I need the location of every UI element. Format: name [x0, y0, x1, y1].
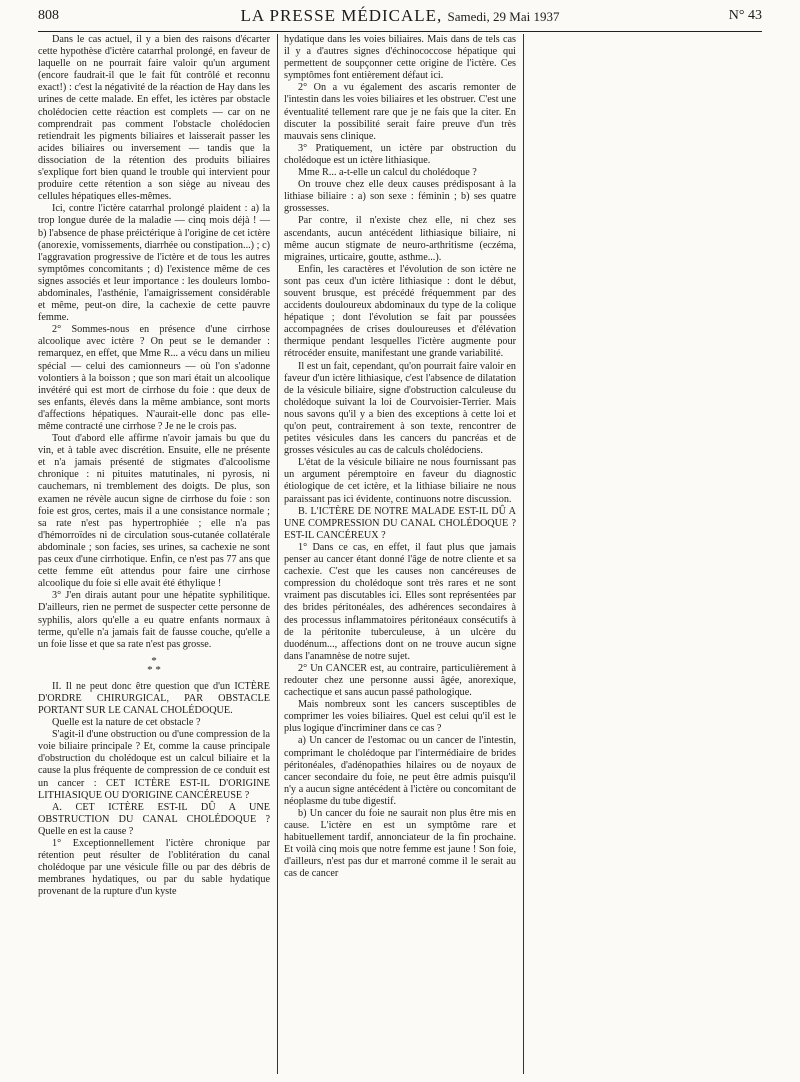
- issue-date: Samedi, 29 Mai 1937: [447, 9, 560, 24]
- paragraph: S'agit-il d'une obstruction ou d'une compression de la voie biliaire principale ? Et, comme la cause principale d'obstruction du cholédoque est un calcul biliaire et la cause la plus fréquente de compression de ce conduit est un cancer : CET ICTÈRE EST-IL D'ORIGINE LITHIASIQUE OU D'ORIGINE CANCÉREUSE ?: [38, 729, 270, 801]
- paragraph: On trouve chez elle deux causes prédisposant à la lithiase biliaire : a) son sexe : féminin ; b) ses quatre grossesses.: [284, 179, 516, 215]
- header-rule: [38, 31, 762, 32]
- paragraph: Ici, contre l'ictère catarrhal prolongé plaident : a) la trop longue durée de la maladie — cinq mois déjà ! — b) l'absence de phase préictérique à l'origine de cet ictère (anorexie, vomissements, diarrhée ou constipation...) ; c) l'aggravation progressive de l'ictère et de tous les autres symptômes concomitants ; d) l'existence même de ces signes associés et leur importance : les douleurs lombo-abdominales, l'asthénie, l'amaigrissement considérable et même, peut-on dire, la cachexie de cette pauvre femme.: [38, 203, 270, 324]
- paragraph: 1° Exceptionnellement l'ictère chronique par rétention peut résulter de l'oblitération du canal cholédoque par une vésicule fille ou par des débris de membranes hydatiques, ou par du sable hydatique provenant de la rupture d'un kyste: [38, 838, 270, 898]
- journal-title-line: [38, 6, 762, 26]
- paragraph: 3° J'en dirais autant pour une hépatite syphilitique. D'ailleurs, rien ne permet de suspecter cette personne de syphilis, alors qu'elle a eu quatre enfants normaux à terme, qu'elle n'a jamais fait de fausse couche, qu'elle a un foie lisse et que sa rate n'est pas grosse.: [38, 590, 270, 650]
- paragraph: Il est un fait, cependant, qu'on pourrait faire valoir en faveur d'un ictère lithiasique, c'est l'absence de dilatation de la vésicule biliaire, signe d'obstruction calculeuse du cholédoque suivant la loi de Courvoisier-Terrier. Mais nous savons qu'il y a bien des exceptions à cette loi et qu'on peut, contrairement à son texte, rencontrer de petites vésicules dans les cancers du pancréas et de grosses vésicules au cas de calculs cholédociens.: [284, 360, 516, 457]
- page-number: 808: [38, 8, 59, 23]
- paragraph: a) Un cancer de l'estomac ou un cancer de l'intestin, comprimant le cholédoque par l'intermédiaire de brides péritonéales, d'adénopathies hilaires ou de noyaux de cancer secondaire du foie, ne peut être admis puisqu'il n'y a aucun signe antécédent à l'ictère ou concomitant de néoplasme du tube digestif.: [284, 735, 516, 807]
- paragraph: L'état de la vésicule biliaire ne nous fournissant pas un argument péremptoire en faveur du diagnostic étiologique de cet ictère, et la lithiase biliaire ne nous paraissant pas ici évidente, continuons notre discussion.: [284, 457, 516, 505]
- paragraph: 3° Pratiquement, un ictère par obstruction du cholédoque est un ictère lithiasique.: [284, 142, 516, 166]
- paragraph: Enfin, les caractères et l'évolution de son ictère ne sont pas ceux d'un ictère lithiasique : dont le début, souvent brusque, est précédé fréquemment par des accidents douloureux abdominaux du type de la colique hépatique ; dont l'évolution se fait par poussées accompagnées de crises douloureuses et d'élévation thermique pendant lesquelles l'ictère augmente pour rétrocéder ensuite, manifestant une grande variabilité.: [284, 263, 516, 360]
- paragraph: 2° Sommes-nous en présence d'une cirrhose alcoolique avec ictère ? On peut se le demander : remarquez, en effet, que Mme R... a vécu dans un milieu spécial — celui des camionneurs — où l'on s'adonne volontiers à la boisson ; que son mari était un alcoolique invétéré qui est mort de cirrhose du foie : que deux de ses enfants, élevés dans la même ambiance, sont morts d'affections hépatiques. N'aurait-elle donc pas elle-même contracté une cirrhose ? Je ne le crois pas.: [38, 324, 270, 432]
- issue-number: N° 43: [728, 8, 762, 23]
- paragraph: Mais nombreux sont les cancers susceptibles de comprimer les voies biliaires. Quel est celui qu'il est le plus logique d'incriminer dans ce cas ?: [284, 699, 516, 735]
- paragraph: Dans le cas actuel, il y a bien des raisons d'écarter cette hypothèse d'ictère catarrhal prolongé, en faveur de laquelle on ne pourrait faire valoir qu'un argument (encore faudrait-il que le fait fût contrôlé et reconnu exact!) : c'est la négativité de la réaction de Hay dans les urines de cette malade. En effet, les ictères par obstacle cholédocien cette réaction est complets — car on ne comprendrait pas comment l'obstacle cholédocien retiendrait les pigments biliaires et laisserait passer les acides biliaires ou inversement — tandis que la dissociation de la rétention des produits biliaires s'explique fort bien quand le trouble qui intervient pour produire cette rétention a son siège au niveau des cellules hépatiques elles-mêmes.: [38, 34, 270, 203]
- paragraph: Par contre, il n'existe chez elle, ni chez ses ascendants, aucun antécédent lithiasique biliaire, ni même aucun stigmate de neuro-arthritisme (eczéma, migraines, urticaire, goutte, asthme...).: [284, 215, 516, 263]
- paragraph: Mme R... a-t-elle un calcul du cholédoque ?: [298, 167, 477, 179]
- column-1: [38, 34, 270, 1078]
- paragraph: 1° Dans ce cas, en effet, il faut plus que jamais penser au cancer étant donné l'âge de notre cliente et sa cachexie. C'est que les causes non cancéreuses de compression du cholédoque sont très rares et ne sont vraiment pas discutables ici. Elles sont représentées par des brides péritonéales, des adhérences secondaires à des processus inflammatoires péritonéaux consécutifs à de la péritonite tuberculeuse, à un ulcère du duodénum..., affections dont on ne trouve aucun signe dans l'anamnèse de notre sujet.: [284, 541, 516, 662]
- paragraph: Quelle est la nature de cet obstacle ?: [52, 717, 201, 729]
- column-3: [530, 34, 762, 1078]
- paragraph: hydatique dans les voies biliaires. Mais dans de tels cas il y a d'autres signes d'échinococcose hépatique qui permettent de soupçonner cette origine de l'ictère. Ces symptômes font entièrement défaut ici.: [284, 34, 516, 82]
- column-rule: [277, 34, 278, 1074]
- paragraph: 2° Un CANCER est, au contraire, particulièrement à redouter chez une personne aussi âgée, anorexique, cachectique et sans aucun passé pathologique.: [284, 662, 516, 699]
- paragraph: Tout d'abord elle affirme n'avoir jamais bu que du vin, et à table avec discrétion. Ensuite, elle ne présente et n'a jamais présenté de stigmates d'alcoolisme chronique : ni pituites matutinales, ni pyrosis, ni cauchemars, ni tremblement des doigts. De plus, son examen ne révèle aucun signe de cirrhose du foie : son foie est gros, certes, mais il a une consistance normale ; sa rate n'est pas hypertrophiée ; elle n'a pas d'hémorroïdes ni de circulation sous-cutanée collatérale abdominale ; son facies, ses urines, sa cachexie ne sont pas ceux d'une cirrhotique. Enfin, ce n'est pas 77 ans que cette femme eût attendus pour faire une cirrhose alcoolique du foie si elle avait été éthylique !: [38, 433, 270, 590]
- page-header: [38, 8, 762, 30]
- paragraph: 2° On a vu également des ascaris remonter de l'intestin dans les voies biliaires et les obstruer. C'est une éventualité tellement rare que je ne fais que la citer. En discuter la possibilité serait faire preuve d'un très mauvais sens clinique.: [284, 82, 516, 142]
- paragraph: b) Un cancer du foie ne saurait non plus être mis en cause. L'ictère en est un symptôme rare et habituellement tardif, annonciateur de la fin prochaine. Et voilà cinq mois que notre femme est jaune ! Son foie, d'ailleurs, n'est pas dur et marroné comme il le serait au cas de cancer: [284, 808, 516, 880]
- section-asterisks: * * *: [147, 654, 161, 676]
- column-2: [284, 34, 516, 1078]
- journal-name: LA PRESSE MÉDICALE,: [240, 6, 443, 25]
- paragraph: B. L'ICTÈRE DE NOTRE MALADE EST-IL DÛ A UNE COMPRESSION DU CANAL CHOLÉDOQUE ? EST-IL CANCÉREUX ?: [284, 505, 516, 541]
- paragraph: A. CET ICTÈRE EST-IL DÛ A UNE OBSTRUCTION DU CANAL CHOLÉDOQUE ? Quelle en est la cause ?: [38, 801, 270, 837]
- paragraph: II. Il ne peut donc être question que d'un ICTÈRE D'ORDRE CHIRURGICAL, PAR OBSTACLE PORTANT SUR LE CANAL CHOLÉDOQUE.: [38, 680, 270, 716]
- column-rule: [523, 34, 524, 1074]
